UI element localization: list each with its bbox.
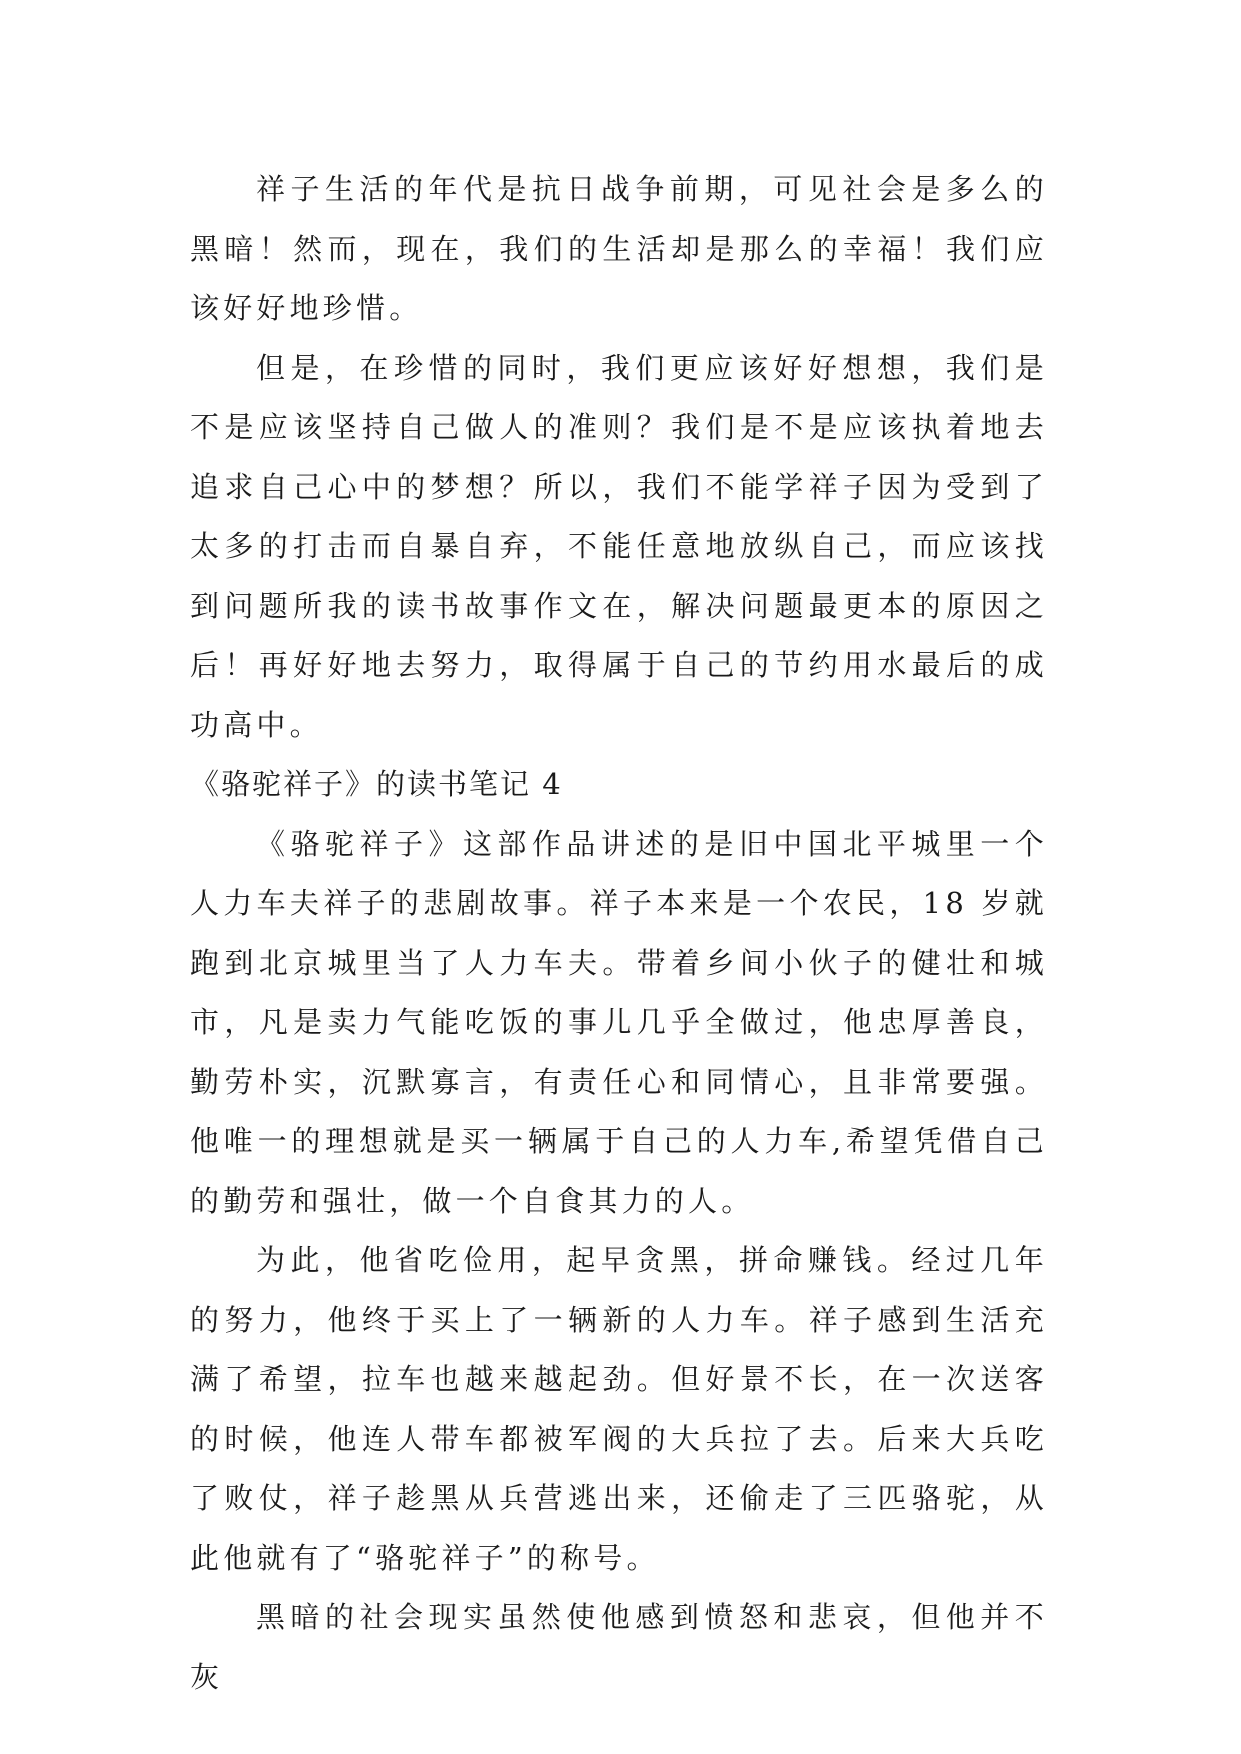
paragraph-1: 祥子生活的年代是抗日战争前期，可见社会是多么的黑暗！然而，现在，我们的生活却是那么的幸福！我们应该好好地珍惜。	[190, 172, 1048, 325]
paragraph-2: 但是，在珍惜的同时，我们更应该好好想想，我们是不是应该坚持自己做人的准则？我们是不是应该执着地去追求自己心中的梦想？所以，我们不能学祥子因为受到了太多的打击而自暴自弃，不能任意地放纵自己，而应该找到问题所我的读书故事作文在，解决问题最更本的原因之后！再好好地去努力，取得属于自己的节约用水最后的成功高中。	[190, 350, 1048, 742]
paragraph-3: 《骆驼祥子》这部作品讲述的是旧中国北平城里一个人力车夫祥子的悲剧故事。祥子本来是一个农民，18 岁就跑到北京城里当了人力车夫。带着乡间小伙子的健壮和城市，凡是卖力气能吃饭的事儿几乎全做过，他忠厚善良，勤劳朴实，沉默寡言，有责任心和同情心，且非常要强。他唯一的理想就是买一辆属于自己的人力车,希望凭借自己的勤劳和强壮，做一个自食其力的人。	[190, 826, 1048, 1218]
paragraph-4: 为此，他省吃俭用，起早贪黑，拼命赚钱。经过几年的努力，他终于买上了一辆新的人力车。祥子感到生活充满了希望，拉车也越来越起劲。但好景不长，在一次送客的时候，他连人带车都被军阀的大兵拉了去。后来大兵吃了败仗，祥子趁黑从兵营逃出来，还偷走了三匹骆驼，从此他就有了“骆驼祥子”的称号。	[190, 1243, 1048, 1575]
section-heading: 《骆驼祥子》的读书笔记 4	[190, 767, 563, 801]
document-body	[190, 160, 1048, 1707]
paragraph-5: 黑暗的社会现实虽然使他感到愤怒和悲哀，但他并不灰	[190, 1600, 1048, 1694]
